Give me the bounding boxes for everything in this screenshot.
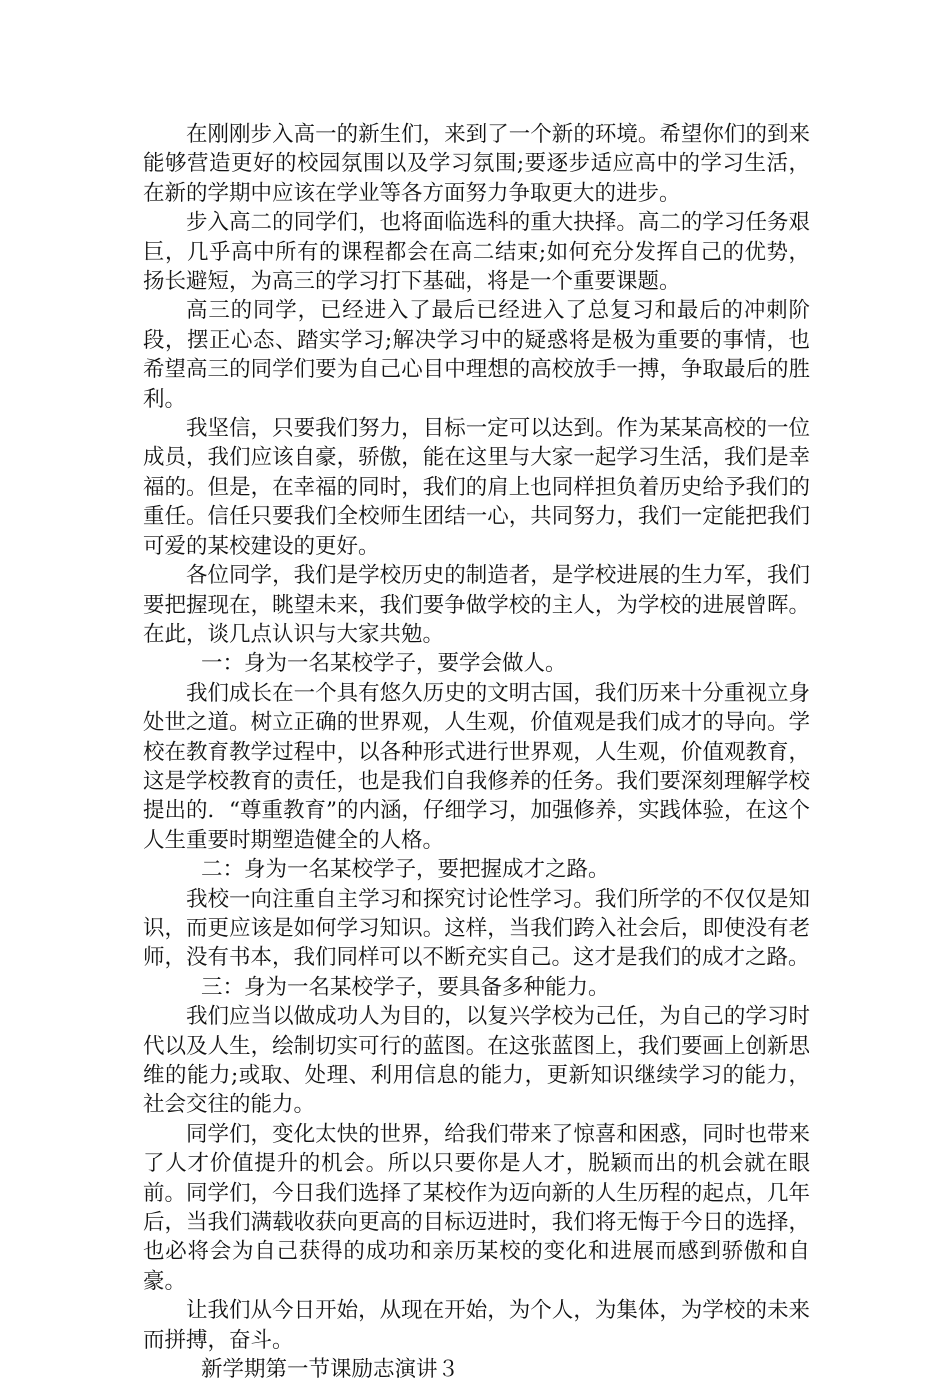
paragraph-grade-one: 在刚刚步入高一的新生们，来到了一个新的环境。希望你们的到来能够营造更好的校园氛围以及学习氛围;要逐步适应高中的学习生活，在新的学期中应该在学业等各方面努力争取更大的进步。 (143, 122, 810, 206)
paragraph-abilities: 我们应当以做成功人为目的，以复兴学校为己任，为自己的学习时代以及人生，绘制切实可行的蓝图。在这张蓝图上，我们要画上创新思维的能力;或取、处理、利用信息的能力，更新知识继续学习的能力，社会交往的能力。 (143, 1004, 810, 1118)
paragraph-grade-two: 步入高二的同学们，也将面临选科的重大抉择。高二的学习任务艰巨，几乎高中所有的课程都会在高二结束;如何充分发挥自己的优势，扬长避短，为高三的学习打下基础，将是一个重要课题。 (143, 210, 810, 295)
section-heading-three: 三：身为一名某校学子，要具备多种能力。 (201, 974, 610, 1000)
paragraph-belief: 我坚信，只要我们努力，目标一定可以达到。作为某某高校的一位成员，我们应该自豪，骄傲，能在这里与大家一起学习生活，我们是幸福的。但是，在幸福的同时，我们的肩上也同样担负着历史给予我们的重任。信任只要我们全校师生团结一心，共同努力，我们一定能把我们可爱的某校建设的更好。 (143, 416, 810, 559)
paragraph-students: 各位同学，我们是学校历史的制造者，是学校进展的生力军，我们要把握现在，眺望未来，我们要争做学校的主人，为学校的进展曾晖。在此，谈几点认识与大家共勉。 (143, 563, 810, 647)
paragraph-closing: 让我们从今日开始，从现在开始，为个人，为集体，为学校的未来而拼搏，奋斗。 (143, 1298, 810, 1353)
section-heading-two: 二：身为一名某校学子，要把握成才之路。 (201, 857, 610, 883)
document-body (143, 120, 810, 1384)
paragraph-changing-world: 同学们，变化太快的世界，给我们带来了惊喜和困惑，同时也带来了人才价值提升的机会。所以只要你是人才，脱颖而出的机会就在眼前。同学们，今日我们选择了某校作为迈向新的人生历程的起点，几年后，当我们满载收获向更高的目标迈进时，我们将无悔于今日的选择，也必将会为自己获得的成功和亲历某校的变化和进展而感到骄傲和自豪。 (143, 1121, 810, 1294)
next-speech-title: 新学期第一节课励志演讲３ (201, 1357, 460, 1383)
paragraph-path-to-success: 我校一向注重自主学习和探究讨论性学习。我们所学的不仅仅是知识，而更应该是如何学习知识。这样，当我们跨入社会后，即使没有老师，没有书本，我们同样可以不断充实自己。这才是我们的成才之路。 (143, 886, 810, 971)
paragraph-be-a-person: 我们成长在一个具有悠久历史的文明古国，我们历来十分重视立身处世之道。树立正确的世界观，人生观，价值观是我们成才的导向。学校在教育教学过程中，以各种形式进行世界观，人生观，价值观教育，这是学校教育的责任，也是我们自我修养的任务。我们要深刻理解学校提出的．“尊重教育”的内涵，仔细学习，加强修养，实践体验，在这个人生重要时期塑造健全的人格。 (143, 680, 810, 853)
section-heading-one: 一：身为一名某校学子，要学会做人。 (201, 651, 567, 677)
paragraph-grade-three: 高三的同学，已经进入了最后已经进入了总复习和最后的冲刺阶段，摆正心态、踏实学习;解决学习中的疑惑将是极为重要的事情，也希望高三的同学们要为自己心目中理想的高校放手一搏，争取最后的胜利。 (143, 298, 810, 412)
